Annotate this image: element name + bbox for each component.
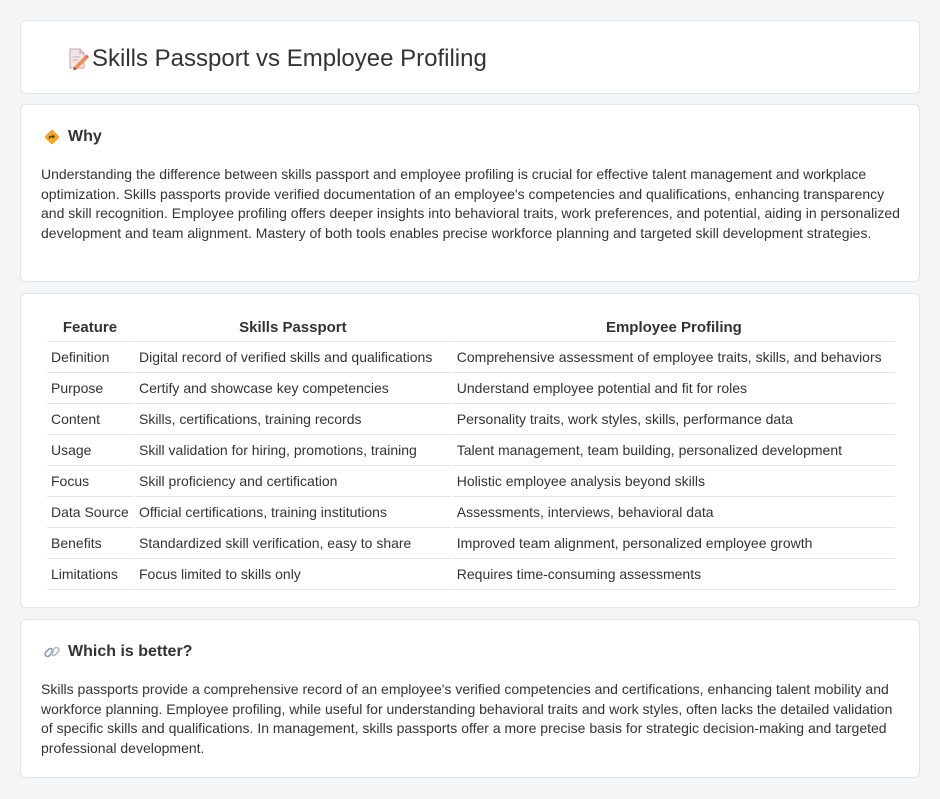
table-row [47,559,895,590]
table-header-row [47,314,895,342]
table-row [47,466,895,497]
table-cell: Assessments, interviews, behavioral data [453,497,895,528]
comparison-card [20,293,920,608]
page-title: Skills Passport vs Employee Profiling [92,45,487,72]
why-heading: Why [68,128,102,145]
table-row [47,373,895,404]
better-heading-row [43,642,192,662]
comparison-table [45,314,897,590]
column-header: Feature [47,314,133,342]
table-row [47,435,895,466]
table-cell: Skill validation for hiring, promotions, training [135,435,451,466]
table-cell: Official certifications, training institutions [135,497,451,528]
table-cell: Requires time-consuming assessments [453,559,895,590]
table-cell: Limitations [47,559,133,590]
table-cell: Focus limited to skills only [135,559,451,590]
column-header: Skills Passport [135,314,451,342]
link-icon [43,643,61,661]
why-heading-row [43,127,102,147]
table-cell: Skill proficiency and certification [135,466,451,497]
table-cell: Standardized skill verification, easy to share [135,528,451,559]
table-cell: Improved team alignment, personalized employee growth [453,528,895,559]
diamond-sign-icon [43,128,61,146]
column-header: Employee Profiling [453,314,895,342]
better-heading: Which is better? [68,643,193,660]
table-cell: Comprehensive assessment of employee traits, skills, and behaviors [453,342,895,373]
table-cell: Digital record of verified skills and qualifications [135,342,451,373]
why-card [20,104,920,282]
table-cell: Usage [47,435,133,466]
table-row [47,342,895,373]
table-cell: Talent management, team building, personalized development [453,435,895,466]
why-text: Understanding the difference between skills passport and employee profiling is crucial for effective talent management and workplace optimization. Skills passports provide verified documentation of an employee's competencies and qualifications, enhancing transparency and skill recognition. Employee profiling offers deeper insights into behavioral traits, work preferences, and potential, aiding in personalized development and team alignment. Mastery of both tools enables precise workforce planning and targeted skill development strategies. [41,166,900,241]
table-cell: Skills, certifications, training records [135,404,451,435]
table-row [47,404,895,435]
table-cell: Holistic employee analysis beyond skills [453,466,895,497]
table-cell: Certify and showcase key competencies [135,373,451,404]
table-cell: Content [47,404,133,435]
header-card [20,20,920,94]
table-row [47,528,895,559]
which-better-card [20,619,920,778]
table-cell: Data Source [47,497,133,528]
table-cell: Understand employee potential and fit for roles [453,373,895,404]
table-row [47,497,895,528]
document-pencil-icon [65,47,91,71]
table-cell: Personality traits, work styles, skills, performance data [453,404,895,435]
table-cell: Purpose [47,373,133,404]
better-text: Skills passports provide a comprehensive record of an employee's verified competencies and certifications, enhancing talent mobility and workforce planning. Employee profiling, while useful for understanding behavioral traits and work styles, often lacks the detailed validation of specific skills and qualifications. In management, skills passports offer a more precise basis for strategic decision-making and targeted professional development. [41,681,893,756]
table-cell: Benefits [47,528,133,559]
table-cell: Focus [47,466,133,497]
table-cell: Definition [47,342,133,373]
